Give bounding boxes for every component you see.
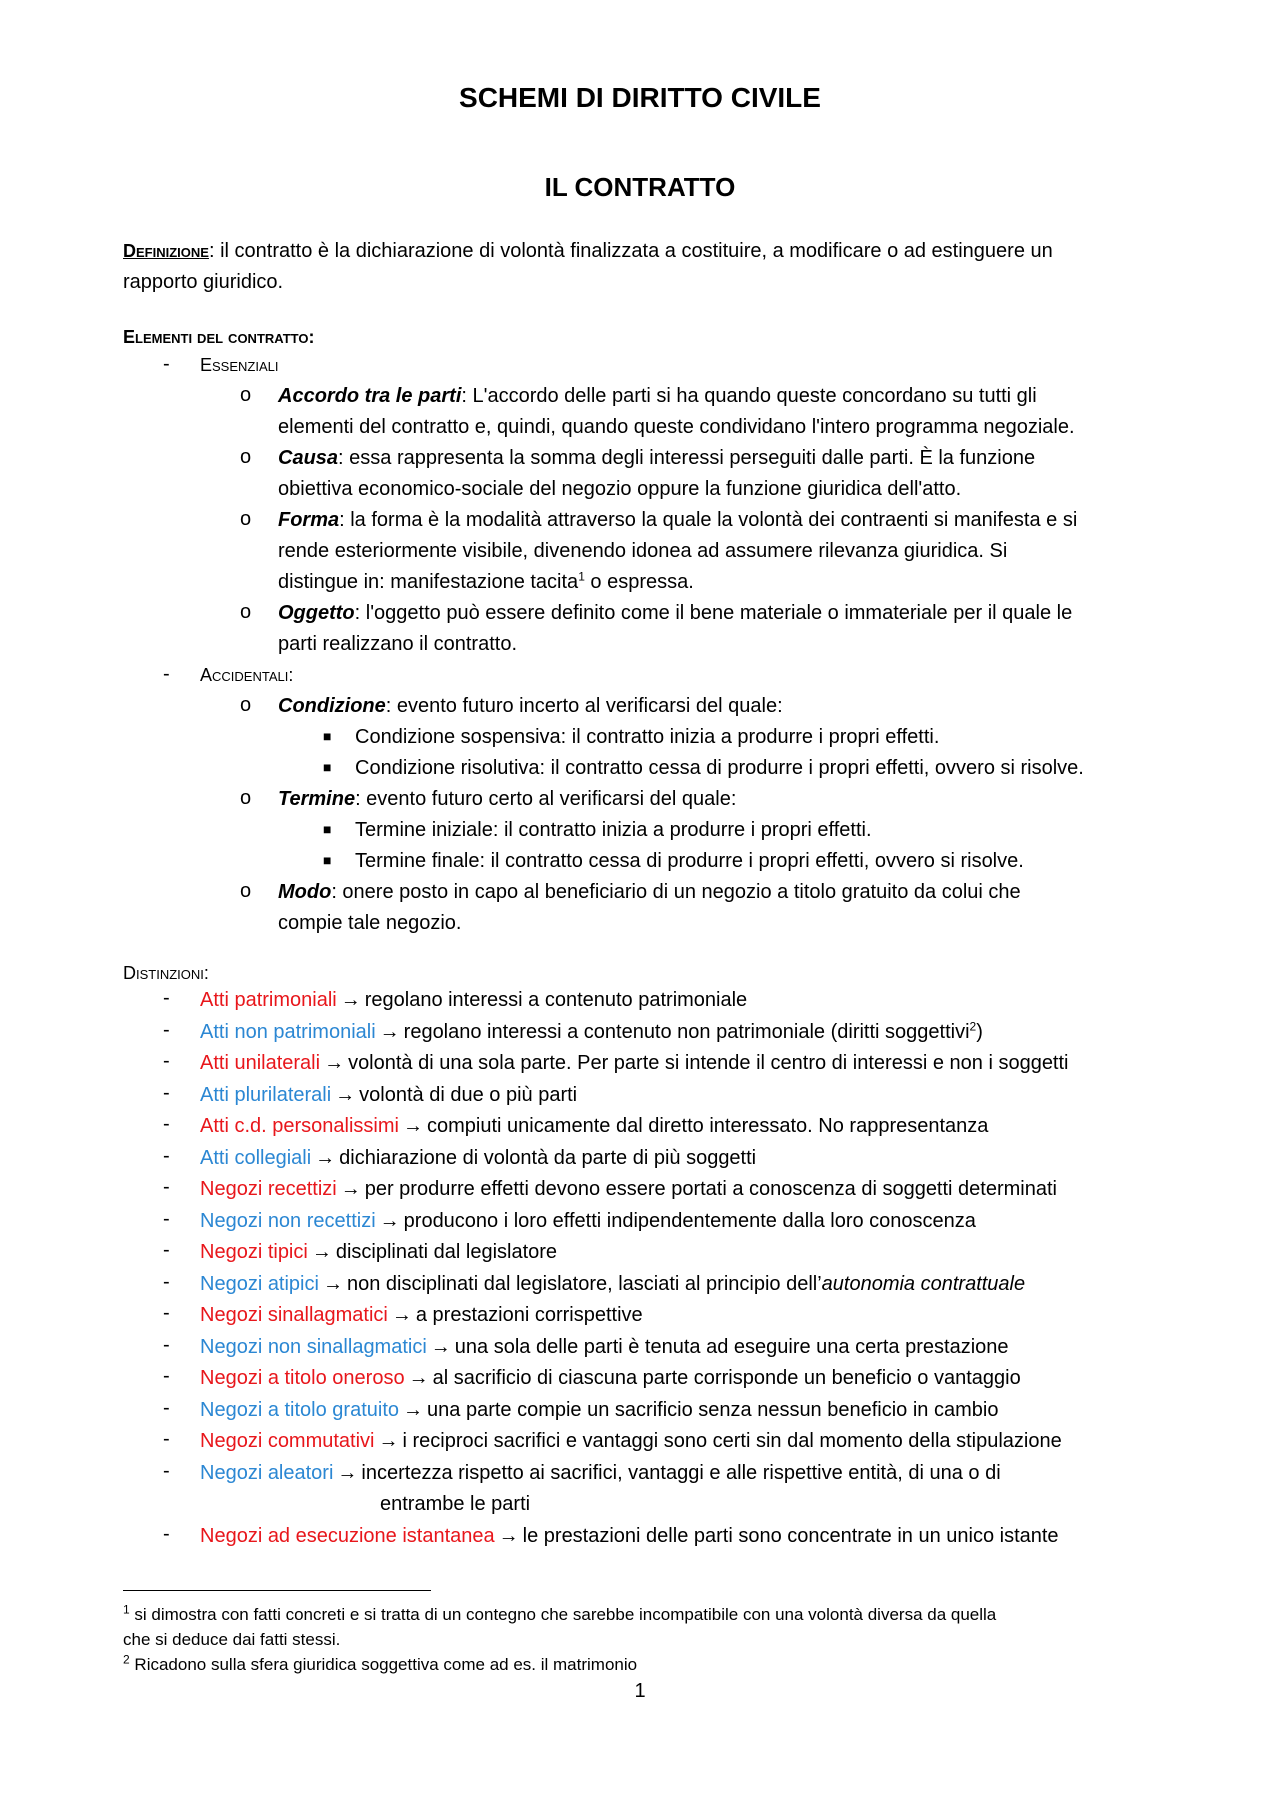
distinzione-term: Negozi non recettizi <box>200 1209 376 1232</box>
circle-bullet: o <box>240 880 252 902</box>
arrow-icon: → <box>430 1335 451 1358</box>
arrow-icon: → <box>324 1052 345 1074</box>
arrow-icon: → <box>408 1367 429 1389</box>
arrow-icon: → <box>337 1461 358 1484</box>
distinzione-desc: volontà di una sola parte. Per parte si intende il centro di interessi e non i soggetti <box>348 1052 1069 1074</box>
dash-bullet: - <box>163 1302 170 1324</box>
distinzione-term: Negozi commutativi <box>200 1430 375 1452</box>
distinzione-desc: disciplinati dal legislatore <box>335 1241 558 1263</box>
accidentale-modo: Modo: onere posto in capo al beneficiario di un negozio a titolo gratuito da colui che <box>278 881 1021 903</box>
distinzione-desc-italic: autonomia contrattuale <box>821 1272 1026 1295</box>
footnote-separator <box>123 1590 431 1591</box>
distinzione-term: Atti c.d. personalissimi <box>200 1115 399 1137</box>
distinzione-desc: non disciplinati dal legislatore, lasciati al principio dell’ <box>346 1272 822 1295</box>
footnote-1: $^1$ si dimostra con fatti concreti e si tratta di un contegno che sarebbe incompatibile con una volontà diversa da quella <box>123 1602 997 1624</box>
arrow-icon: → <box>378 1430 399 1452</box>
condizione-risolutiva: Condizione risolutiva: il contratto cessa di produrre i propri effetti, ovvero si risolve. <box>355 757 1084 779</box>
distinzione-term: Negozi non sinallagmatici <box>200 1335 427 1358</box>
dash-bullet: - <box>163 1081 170 1104</box>
distinzione-item <box>200 1363 1021 1394</box>
arrow-icon: → <box>340 1178 361 1200</box>
dash-bullet: - <box>163 1113 170 1135</box>
arrow-icon: → <box>379 1020 400 1043</box>
condizione-sospensiva: Condizione sospensiva: il contratto inizia a produrre i propri effetti. <box>355 726 940 748</box>
elements-heading: Elementi del contratto: <box>123 327 315 347</box>
distinzioni-heading: Distinzioni: <box>123 963 209 983</box>
dash-bullet: - <box>163 1459 170 1482</box>
distinzione-term: Atti patrimoniali <box>200 989 337 1011</box>
distinzione-desc: per produrre effetti devono essere portati a conoscenza di soggetti determinati <box>364 1178 1057 1200</box>
accidentale-condizione: Condizione: evento futuro incerto al verificarsi del quale: <box>278 695 783 717</box>
essenziale-accordo-cont: elementi del contratto e, quindi, quando queste condividano l'intero programma negoziale. <box>278 416 1075 438</box>
footnote-ref-2[interactable]: 2 <box>969 1018 977 1033</box>
arrow-icon: → <box>315 1146 336 1169</box>
dash-bullet: - <box>163 663 170 685</box>
document-title: SCHEMI DI DIRITTO CIVILE <box>459 82 821 113</box>
definition-line-1: Definizione: il contratto è la dichiarazione di volontà finalizzata a costituire, a modificare o ad estinguere un <box>123 240 1053 262</box>
square-bullet: ■ <box>323 821 332 837</box>
arrow-icon: → <box>391 1304 412 1326</box>
dash-bullet: - <box>163 1396 170 1419</box>
distinzione-term: Atti plurilaterali <box>200 1083 332 1106</box>
distinzione-item: Atti non patrimoniali → regolano interessi a contenuto non patrimoniale (diritti soggettivi$^2$) <box>200 1018 983 1043</box>
essenziale-oggetto-cont: parti realizzano il contratto. <box>278 633 518 655</box>
essenziale-accordo: Accordo tra le parti: L'accordo delle parti si ha quando queste concordano su tutti gli <box>278 385 1037 407</box>
arrow-icon: → <box>498 1524 519 1547</box>
distinzione-term: Negozi sinallagmatici <box>200 1304 388 1326</box>
distinzione-desc: compiuti unicamente dal diretto interessato. No rappresentanza <box>426 1115 989 1137</box>
dash-bullet: - <box>163 1428 170 1450</box>
essenziale-forma: Forma: la forma è la modalità attraverso la quale la volontà dei contraenti si manifesta e si <box>278 509 1078 531</box>
circle-bullet: o <box>240 384 252 406</box>
distinzione-term: Atti unilaterali <box>200 1052 321 1074</box>
distinzione-item <box>200 1237 557 1268</box>
distinzione-desc: producono i loro effetti indipendentemente dalla loro conoscenza <box>403 1209 976 1232</box>
square-bullet: ■ <box>323 852 332 868</box>
distinzione-item <box>200 1521 1059 1552</box>
square-bullet: ■ <box>323 728 332 744</box>
essenziale-oggetto: Oggetto: l'oggetto può essere definito come il bene materiale o immateriale per il quale le <box>278 602 1073 624</box>
accidentali-label: Accidentali: <box>200 665 294 685</box>
distinzione-term: Atti collegiali <box>200 1146 312 1169</box>
dash-bullet: - <box>163 1207 170 1230</box>
footnote-2: $^2$ Ricadono sulla sfera giuridica soggettiva come ad es. il matrimonio <box>123 1652 638 1674</box>
dash-bullet: - <box>163 1333 170 1356</box>
arrow-icon: → <box>403 1398 424 1421</box>
distinzione-desc: dichiarazione di volontà da parte di più soggetti <box>339 1146 757 1169</box>
distinzione-item <box>200 1080 577 1111</box>
distinzione-item <box>200 1269 1025 1300</box>
distinzione-desc: regolano interessi a contenuto patrimoniale <box>364 989 748 1011</box>
distinzione-desc: al sacrificio di ciascuna parte corrisponde un beneficio o vantaggio <box>432 1367 1021 1389</box>
definition-line-2: rapporto giuridico. <box>123 271 284 293</box>
distinzione-item <box>200 1143 756 1174</box>
distinzione-term: Negozi a titolo gratuito <box>200 1398 400 1421</box>
dash-bullet: - <box>163 1018 170 1041</box>
distinzione-desc: una parte compie un sacrificio senza nessun beneficio in cambio <box>427 1398 999 1421</box>
essenziale-causa: Causa: essa rappresenta la somma degli interessi perseguiti dalle parti. È la funzione <box>278 447 1036 469</box>
dash-bullet: - <box>163 353 170 375</box>
distinzione-item <box>200 1426 1062 1457</box>
arrow-icon: → <box>311 1241 332 1263</box>
distinzione-term: Negozi recettizi <box>200 1178 337 1200</box>
distinzione-term: Negozi ad esecuzione istantanea <box>200 1524 495 1547</box>
distinzione-desc: volontà di due o più parti <box>359 1083 578 1106</box>
dash-bullet: - <box>163 987 170 1009</box>
dash-bullet: - <box>163 1522 170 1545</box>
termine-finale: Termine finale: il contratto cessa di produrre i propri effetti, ovvero si risolve. <box>355 850 1024 872</box>
essenziali-label: Essenziali <box>200 355 279 375</box>
dash-bullet: - <box>163 1365 170 1387</box>
distinzione-desc: incertezza rispetto ai sacrifici, vantaggi e alle rispettive entità, di una o di <box>361 1461 1001 1484</box>
essenziale-forma-cont: rende esteriormente visibile, divenendo idonea ad assumere rilevanza giuridica. Si <box>278 540 1008 562</box>
essenziale-forma-cont2: distingue in: manifestazione tacita$^1$ o espressa. <box>278 569 694 593</box>
dash-bullet: - <box>163 1270 170 1293</box>
distinzione-item <box>200 1111 988 1142</box>
circle-bullet: o <box>240 787 252 809</box>
dash-bullet: - <box>163 1239 170 1261</box>
dash-bullet: - <box>163 1050 170 1072</box>
distinzione-term: Negozi a titolo oneroso <box>200 1367 405 1389</box>
distinzione-item <box>200 1458 1001 1489</box>
distinzione-desc: i reciproci sacrifici e vantaggi sono certi sin dal momento della stipulazione <box>402 1430 1062 1452</box>
termine-iniziale: Termine iniziale: il contratto inizia a produrre i propri effetti. <box>355 819 872 841</box>
arrow-icon: → <box>322 1272 343 1295</box>
distinzione-term: Negozi tipici <box>200 1241 308 1263</box>
distinzione-item-cont: entrambe le parti <box>380 1493 531 1515</box>
distinzione-term: Atti non patrimoniali <box>200 1020 376 1043</box>
distinzione-desc: le prestazioni delle parti sono concentrate in un unico istante <box>522 1524 1059 1547</box>
square-bullet: ■ <box>323 759 332 775</box>
arrow-icon: → <box>340 989 361 1011</box>
distinzione-term: Negozi atipici <box>200 1272 319 1295</box>
distinzione-item <box>200 1300 643 1331</box>
essenziale-causa-cont: obiettiva economico-sociale del negozio oppure la funzione giuridica dell'atto. <box>278 478 962 500</box>
distinzione-term: Negozi aleatori <box>200 1461 334 1484</box>
accidentale-modo-cont: compie tale negozio. <box>278 912 462 934</box>
section-title: IL CONTRATTO <box>544 172 736 202</box>
distinzione-desc: a prestazioni corrispettive <box>415 1304 643 1326</box>
arrow-icon: → <box>379 1209 400 1232</box>
arrow-icon: → <box>335 1083 356 1106</box>
dash-bullet: - <box>163 1144 170 1167</box>
circle-bullet: o <box>240 694 252 716</box>
arrow-icon: → <box>402 1115 423 1137</box>
distinzione-item <box>200 1048 1069 1079</box>
distinzione-desc: una sola delle parti è tenuta ad eseguire una certa prestazione <box>454 1335 1009 1358</box>
page-number: 1 <box>634 1680 646 1702</box>
distinzione-desc: regolano interessi a contenuto non patrimoniale (diritti soggettivi <box>403 1020 970 1043</box>
distinzione-item <box>200 985 747 1016</box>
dash-bullet: - <box>163 1176 170 1198</box>
footnote-1-cont: che si deduce dai fatti stessi. <box>123 1630 341 1649</box>
circle-bullet: o <box>240 601 252 623</box>
distinzione-item <box>200 1395 998 1426</box>
circle-bullet: o <box>240 446 252 468</box>
circle-bullet: o <box>240 508 252 530</box>
distinzione-item <box>200 1332 1009 1363</box>
distinzione-item <box>200 1206 976 1237</box>
distinzione-item <box>200 1174 1057 1205</box>
accidentale-termine: Termine: evento futuro certo al verificarsi del quale: <box>278 788 737 810</box>
footnote-ref-1[interactable]: 1 <box>578 569 585 584</box>
definition-label: Definizione <box>123 241 209 261</box>
